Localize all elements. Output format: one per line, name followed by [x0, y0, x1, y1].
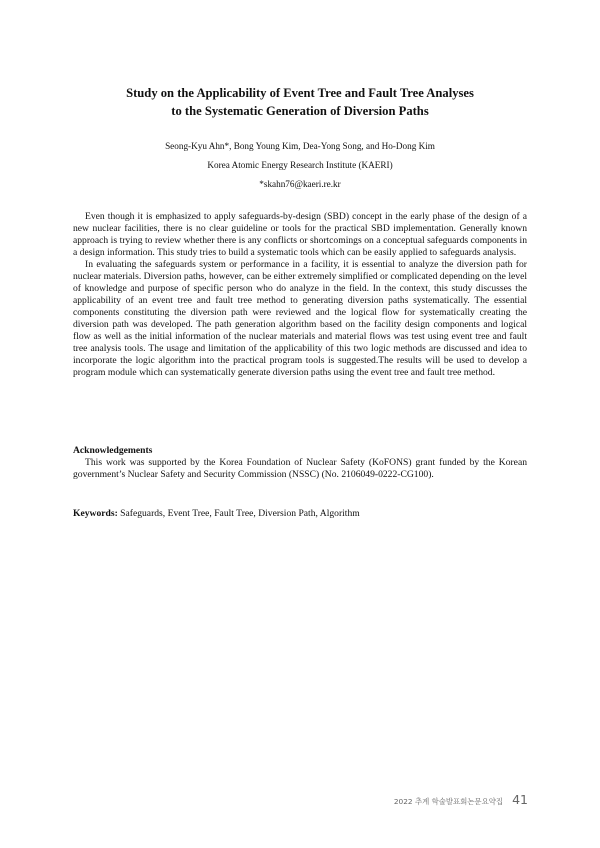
abstract-paragraph: Even though it is emphasized to apply safeguards-by-design (SBD) concept in the early phase of the design of a new nuclear facilities, there is no clear guideline or tools for the practical SBD implementation. Generally known approach is trying to review whether there is any conflicts or shortcomings on a conceptual safeguards components in a design information. This study tries to build a systematic tools which can be easily applied to safeguards analysis. — [73, 211, 527, 258]
acknowledgements-heading: Acknowledgements — [73, 445, 153, 456]
title-line-1: Study on the Applicability of Event Tree and Fault Tree Analyses — [126, 86, 474, 100]
keywords-list: Safeguards, Event Tree, Fault Tree, Diversion Path, Algorithm — [120, 508, 360, 519]
paper-title — [60, 84, 540, 120]
page-footer — [394, 789, 528, 808]
acknowledgements-text: This work was supported by the Korea Foundation of Nuclear Safety (KoFONS) grant funded by the Korean government’s Nuclear Safety and Security Commission (NSSC) (No. 2106049-0222-CG100). — [73, 457, 527, 480]
conference-name: 2022 추계 학술발표회논문요약집 — [393, 797, 503, 806]
title-line-2: to the Systematic Generation of Diversion Paths — [171, 104, 429, 118]
acknowledgements — [73, 457, 527, 481]
author-list: Seong-Kyu Ahn*, Bong Young Kim, Dea-Yong Song, and Ho-Dong Kim — [165, 141, 435, 151]
abstract-paragraph: In evaluating the safeguards system or performance in a facility, it is essential to analyze the diversion path for nuclear materials. Diversion paths, however, can be either extremely simplified or complicated depending on the level of knowledge and purpose of specific person who do analyze in the field. In the context, this study discusses the applicability of an event tree and fault tree method to generating diversion paths systematically. The essential components constituting the diversion path were reviewed and the logical flow for systematically creating the diversion path was developed. The path generation algorithm based on the facility design components and logical flow as well as the initial information of the nuclear materials and material flows was test using event tree and fault tree analysis tools. The usage and limitation of the applicability of this two logic methods are discussed and idea to incorporate the logic algorithm into the practical program tools is suggested.The results will be used to develop a program module which can systematically generate diversion paths using the event tree and fault tree method. — [73, 259, 527, 378]
page-number: 41 — [512, 792, 528, 807]
keywords-label: Keywords: — [73, 508, 118, 519]
affiliation: Korea Atomic Energy Research Institute (KAERI) — [207, 160, 393, 170]
corresponding-email: *skahn76@kaeri.re.kr — [259, 179, 341, 189]
abstract — [73, 211, 527, 379]
keywords — [73, 508, 527, 520]
